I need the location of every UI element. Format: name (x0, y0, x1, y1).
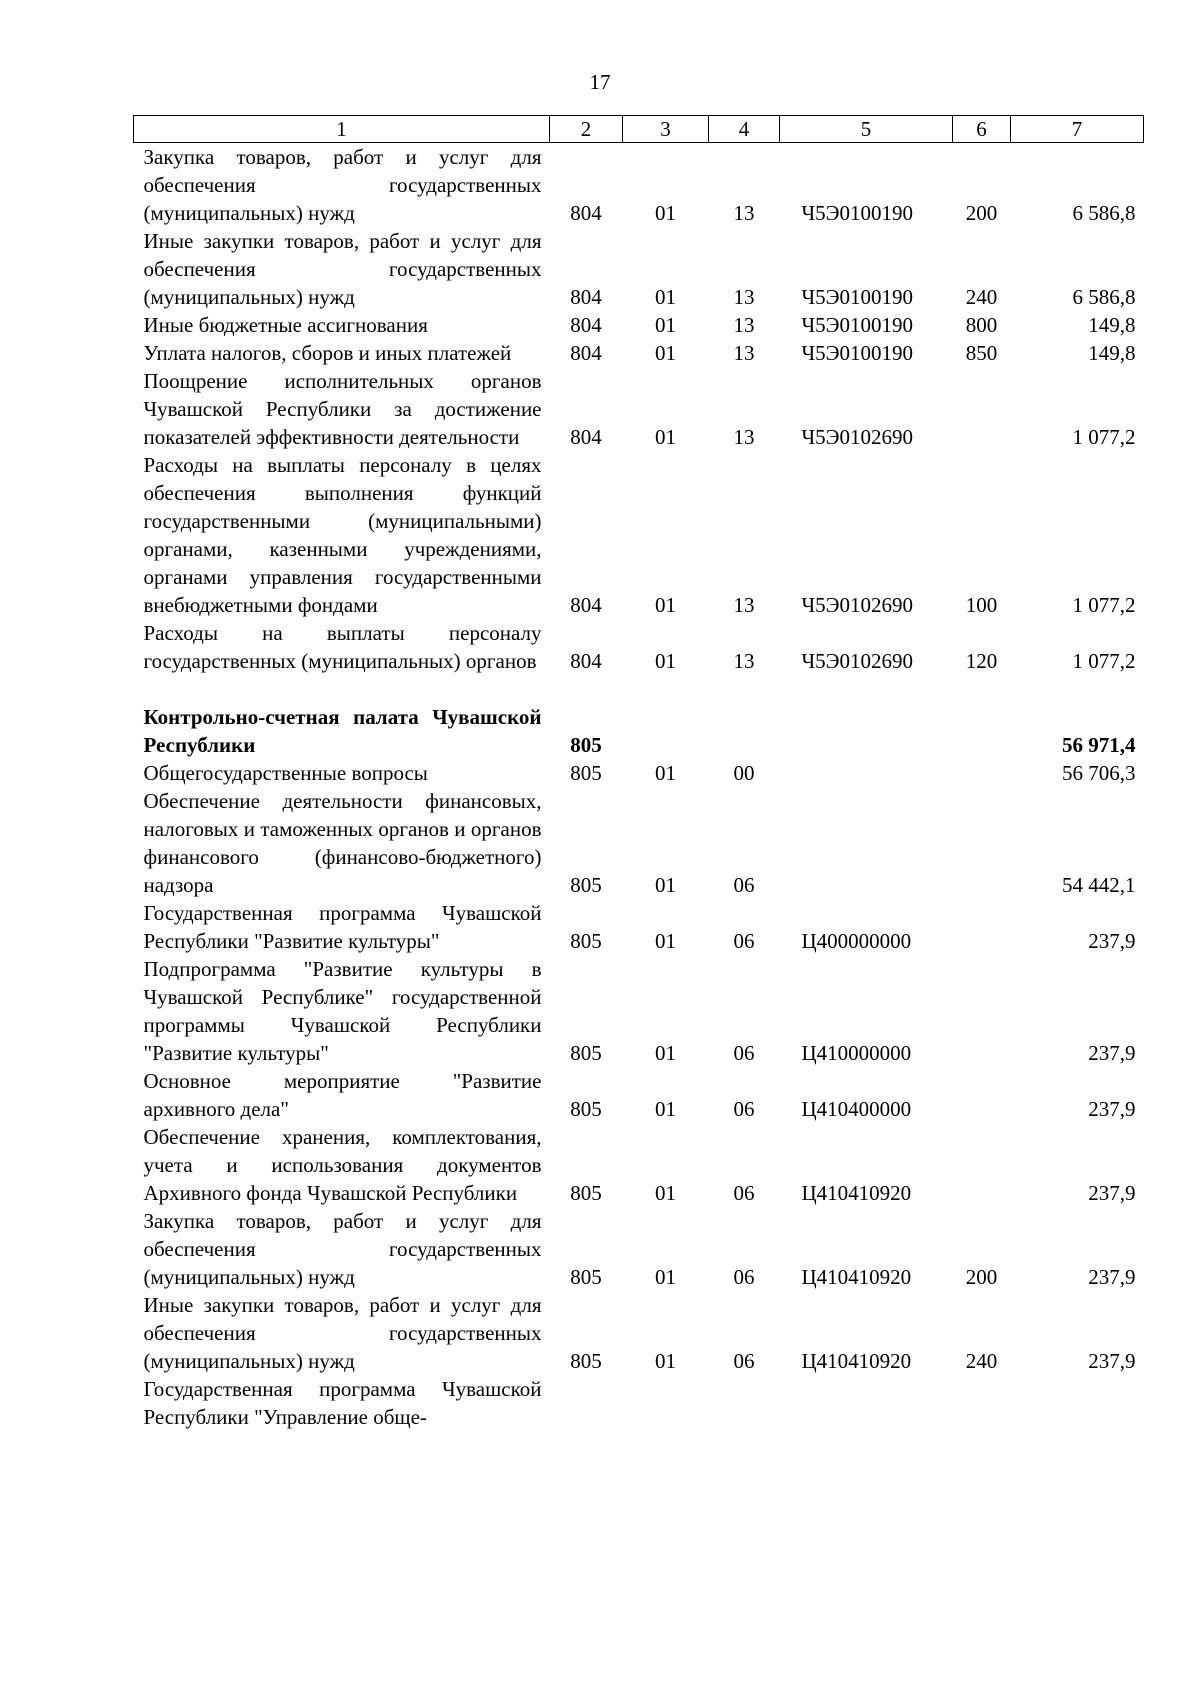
section-code: 01 (655, 341, 676, 365)
table-row (134, 1207, 1144, 1291)
section-code: 01 (655, 761, 676, 785)
target-article-code: Ч5Э0100190 (801, 313, 914, 337)
subsection-code: 06 (733, 1097, 755, 1121)
amount: 56 971,4 (1062, 733, 1136, 757)
expense-type-code: 850 (965, 341, 998, 365)
target-article-code (780, 787, 953, 899)
amount (1011, 1375, 1144, 1431)
ministry-code: 804 (570, 313, 602, 337)
table-row (134, 619, 1144, 675)
table-row (134, 451, 1144, 619)
column-header: 4 (709, 116, 780, 143)
budget-table (133, 115, 1144, 1431)
expense-type-code: 800 (965, 313, 998, 337)
target-article-code: Ч5Э0102690 (801, 649, 914, 673)
subsection-code: 06 (733, 873, 755, 897)
amount: 1 077,2 (1072, 425, 1136, 449)
subsection-code: 13 (733, 285, 755, 309)
amount: 237,9 (1088, 1265, 1136, 1289)
expense-type-code: 100 (965, 593, 998, 617)
subsection-code: 13 (733, 313, 755, 337)
row-description: Подпрограмма "Развитие культуры в Чувашской Республике" государственной программы Чувашской Республики "Развитие культуры" (143, 957, 542, 1065)
table-row (134, 1291, 1144, 1375)
spacer-row (134, 675, 1144, 703)
row-description: Иные бюджетные ассигнования (143, 313, 428, 337)
table-row (134, 955, 1144, 1067)
section-code: 01 (655, 425, 676, 449)
row-description: Расходы на выплаты персоналу государственных (муниципальных) органов (143, 621, 542, 673)
table-header-row (134, 116, 1144, 143)
amount: 6 586,8 (1072, 201, 1136, 225)
target-article-code: Ч5Э0102690 (801, 425, 914, 449)
row-description: Закупка товаров, работ и услуг для обеспечения государственных (муниципальных) нужд (143, 1209, 542, 1289)
expense-type-code (953, 955, 1011, 1067)
ministry-code: 805 (570, 1041, 602, 1065)
ministry-code: 804 (570, 201, 602, 225)
target-article-code: Ц410410920 (801, 1349, 912, 1373)
amount: 6 586,8 (1072, 285, 1136, 309)
table-row (134, 787, 1144, 899)
column-header: 5 (780, 116, 953, 143)
table-row (134, 311, 1144, 339)
ministry-code: 804 (570, 341, 602, 365)
target-article-code: Ц410400000 (801, 1097, 912, 1121)
table-row (134, 339, 1144, 367)
expense-type-code (953, 1067, 1011, 1123)
section-code (623, 1375, 709, 1431)
target-article-code: Ч5Э0102690 (801, 593, 914, 617)
row-description: Обеспечение деятельности финансовых, налоговых и таможенных органов и органов финансового (финансово-бюджетного) надзора (143, 789, 542, 897)
ministry-code: 805 (570, 1181, 602, 1205)
target-article-code: Ц410410920 (801, 1265, 912, 1289)
ministry-code: 804 (570, 285, 602, 309)
amount: 149,8 (1088, 341, 1136, 365)
subsection-code: 00 (733, 761, 755, 785)
table-row (134, 1123, 1144, 1207)
column-header: 1 (134, 116, 550, 143)
ministry-code: 804 (570, 425, 602, 449)
row-description: Государственная программа Чувашской Республики "Развитие культуры" (143, 901, 542, 953)
expense-type-code (953, 1123, 1011, 1207)
row-description: Общегосударственные вопросы (143, 761, 428, 785)
amount: 237,9 (1088, 1349, 1136, 1373)
section-code: 01 (655, 201, 676, 225)
section-code: 01 (655, 285, 676, 309)
subsection-code: 13 (733, 341, 755, 365)
expense-type-code (953, 759, 1011, 787)
row-description: Поощрение исполнительных органов Чувашской Республики за достижение показателей эффективности деятельности (143, 369, 542, 449)
section-code: 01 (655, 1265, 676, 1289)
row-description: Закупка товаров, работ и услуг для обеспечения государственных (муниципальных) нужд (143, 145, 542, 225)
table-row (134, 1375, 1144, 1431)
section-code: 01 (655, 593, 676, 617)
table-row (134, 759, 1144, 787)
ministry-code: 804 (570, 593, 602, 617)
subsection-code: 13 (733, 425, 755, 449)
table-row (134, 899, 1144, 955)
expense-type-code: 200 (965, 201, 998, 225)
amount: 237,9 (1088, 929, 1136, 953)
row-description: Расходы на выплаты персоналу в целях обеспечения выполнения функций государственными (муниципальными) органами, казенными учреждениями, органами управления государственными внебюджетными фондами (143, 453, 542, 617)
amount: 237,9 (1088, 1181, 1136, 1205)
section-code: 01 (655, 1181, 676, 1205)
ministry-code (550, 1375, 623, 1431)
amount: 54 442,1 (1062, 873, 1136, 897)
ministry-code: 805 (570, 1265, 602, 1289)
amount: 237,9 (1088, 1097, 1136, 1121)
column-header: 6 (953, 116, 1011, 143)
expense-type-code (953, 367, 1011, 451)
subsection-code: 13 (733, 649, 755, 673)
subsection-code: 13 (733, 593, 755, 617)
section-code: 01 (655, 1349, 676, 1373)
expense-type-code: 240 (965, 285, 998, 309)
section-code: 01 (655, 929, 676, 953)
target-article-code (780, 703, 953, 759)
row-description: Контрольно-счетная палата Чувашской Республики (143, 705, 542, 757)
target-article-code: Ц400000000 (801, 929, 912, 953)
section-code (623, 703, 709, 759)
ministry-code: 805 (570, 1349, 602, 1373)
subsection-code: 06 (733, 1041, 755, 1065)
ministry-code: 804 (570, 649, 602, 673)
target-article-code: Ч5Э0100190 (801, 285, 914, 309)
target-article-code: Ч5Э0100190 (801, 201, 914, 225)
section-code: 01 (655, 649, 676, 673)
amount: 237,9 (1088, 1041, 1136, 1065)
row-description: Обеспечение хранения, комплектования, учета и использования документов Архивного фонда Чувашской Республики (143, 1125, 542, 1205)
row-description: Основное мероприятие "Развитие архивного дела" (143, 1069, 542, 1121)
section-code: 01 (655, 313, 676, 337)
table-row (134, 1067, 1144, 1123)
expense-type-code (953, 703, 1011, 759)
row-description: Государственная программа Чувашской Республики "Управление обще- (143, 1377, 542, 1429)
column-header: 3 (623, 116, 709, 143)
column-header: 2 (550, 116, 623, 143)
amount: 1 077,2 (1072, 593, 1136, 617)
expense-type-code: 240 (965, 1349, 998, 1373)
subsection-code: 06 (733, 929, 755, 953)
page-number: 17 (589, 70, 611, 94)
ministry-code: 805 (570, 733, 602, 757)
amount: 1 077,2 (1072, 649, 1136, 673)
expense-type-code (953, 1375, 1011, 1431)
table-row (134, 143, 1144, 228)
section-code: 01 (655, 1097, 676, 1121)
target-article-code (780, 1375, 953, 1431)
table-row (134, 367, 1144, 451)
amount: 149,8 (1088, 313, 1136, 337)
expense-type-code: 200 (965, 1265, 998, 1289)
expense-type-code: 120 (965, 649, 998, 673)
row-description: Иные закупки товаров, работ и услуг для обеспечения государственных (муниципальных) нужд (143, 229, 542, 309)
table-row (134, 703, 1144, 759)
expense-type-code (953, 787, 1011, 899)
row-description: Уплата налогов, сборов и иных платежей (143, 341, 512, 365)
subsection-code (709, 703, 780, 759)
target-article-code: Ч5Э0100190 (801, 341, 914, 365)
target-article-code (780, 759, 953, 787)
row-description: Иные закупки товаров, работ и услуг для обеспечения государственных (муниципальных) нужд (143, 1293, 542, 1373)
section-code: 01 (655, 873, 676, 897)
target-article-code: Ц410410920 (801, 1181, 912, 1205)
subsection-code: 06 (733, 1265, 755, 1289)
target-article-code: Ц410000000 (801, 1041, 912, 1065)
ministry-code: 805 (570, 761, 602, 785)
expense-type-code (953, 899, 1011, 955)
subsection-code: 06 (733, 1349, 755, 1373)
subsection-code (709, 1375, 780, 1431)
table-row (134, 227, 1144, 311)
ministry-code: 805 (570, 873, 602, 897)
section-code: 01 (655, 1041, 676, 1065)
ministry-code: 805 (570, 1097, 602, 1121)
subsection-code: 13 (733, 201, 755, 225)
amount: 56 706,3 (1062, 761, 1136, 785)
subsection-code: 06 (733, 1181, 755, 1205)
column-header: 7 (1011, 116, 1144, 143)
ministry-code: 805 (570, 929, 602, 953)
